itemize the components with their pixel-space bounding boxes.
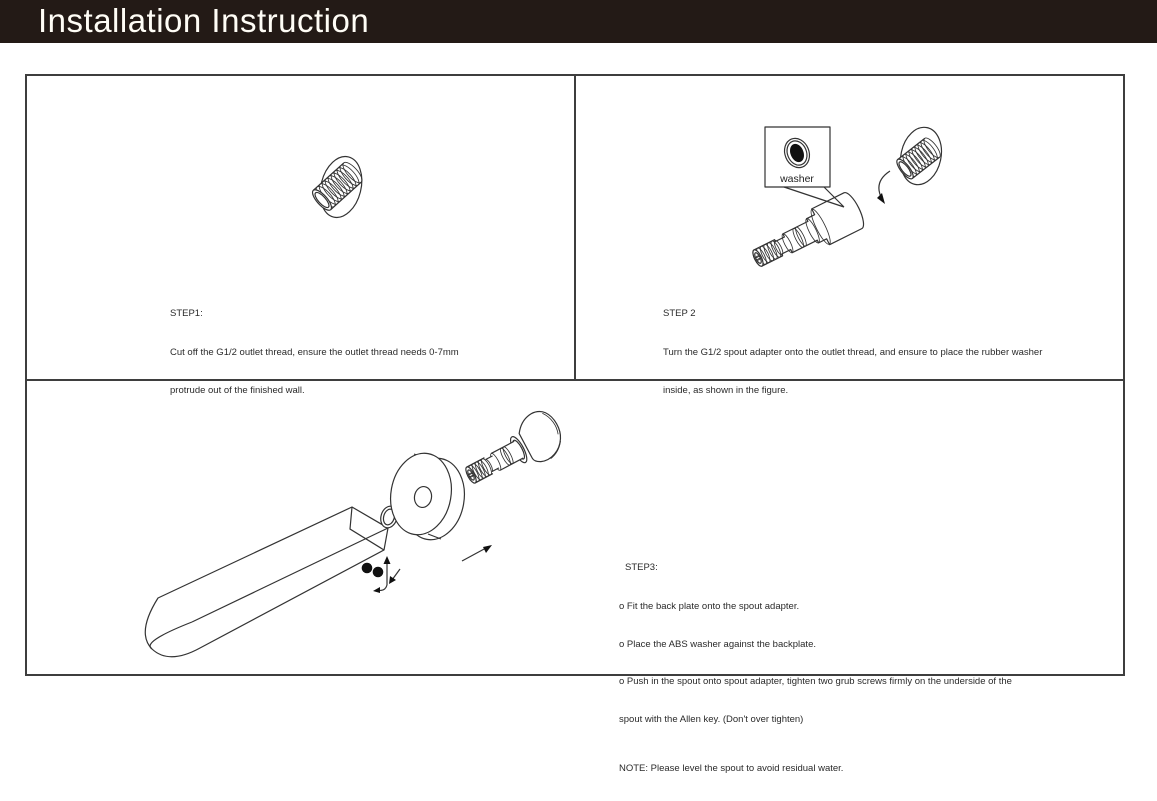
step3-spout-assembly-drawing <box>133 398 613 670</box>
washer-label: washer <box>780 173 814 185</box>
step2-line-2: inside, as shown in the figure. <box>663 384 789 396</box>
step3-line-3: o Push in the spout onto spout adapter, tighten two grub screws firmly on the underside of the <box>619 676 1012 687</box>
step1-outlet-thread-drawing <box>290 142 390 234</box>
step2-line-1: Turn the G1/2 spout adapter onto the outlet thread, and ensure to place the rubber washer <box>663 347 1043 358</box>
step1-instructions <box>170 283 459 422</box>
step2-instructions <box>663 283 1042 422</box>
step3-label: STEP3: <box>625 562 658 573</box>
step3-line-2: o Place the ABS washer against the backplate. <box>619 638 816 650</box>
push-arrow-icon <box>462 545 492 561</box>
grub-screws <box>362 563 384 578</box>
page-title: Installation Instruction <box>38 2 370 39</box>
back-plate <box>384 448 470 544</box>
header-bar <box>0 0 1157 43</box>
washer-callout-box <box>765 127 844 207</box>
outlet-thread <box>894 123 946 188</box>
step2-adapter-washer-drawing <box>738 112 953 274</box>
step3-instructions <box>619 537 1012 801</box>
rotate-arrow-icon <box>877 171 890 204</box>
step2-label: STEP 2 <box>663 308 696 319</box>
step3-line-4: spout with the Allen key. (Don't over tighten) <box>619 713 804 725</box>
spout-body <box>145 507 388 657</box>
step1-label: STEP1: <box>170 308 203 319</box>
step1-line-2: protrude out of the finished wall. <box>170 384 305 396</box>
step1-line-1: Cut off the G1/2 outlet thread, ensure the outlet thread needs 0-7mm <box>170 347 459 358</box>
spout-adapter <box>746 190 868 278</box>
step3-note: NOTE: Please level the spout to avoid residual water. <box>619 763 844 774</box>
panel-divider-vertical <box>574 76 576 379</box>
wall-adapter <box>456 405 570 496</box>
step3-line-1: o Fit the back plate onto the spout adapter. <box>619 601 800 612</box>
